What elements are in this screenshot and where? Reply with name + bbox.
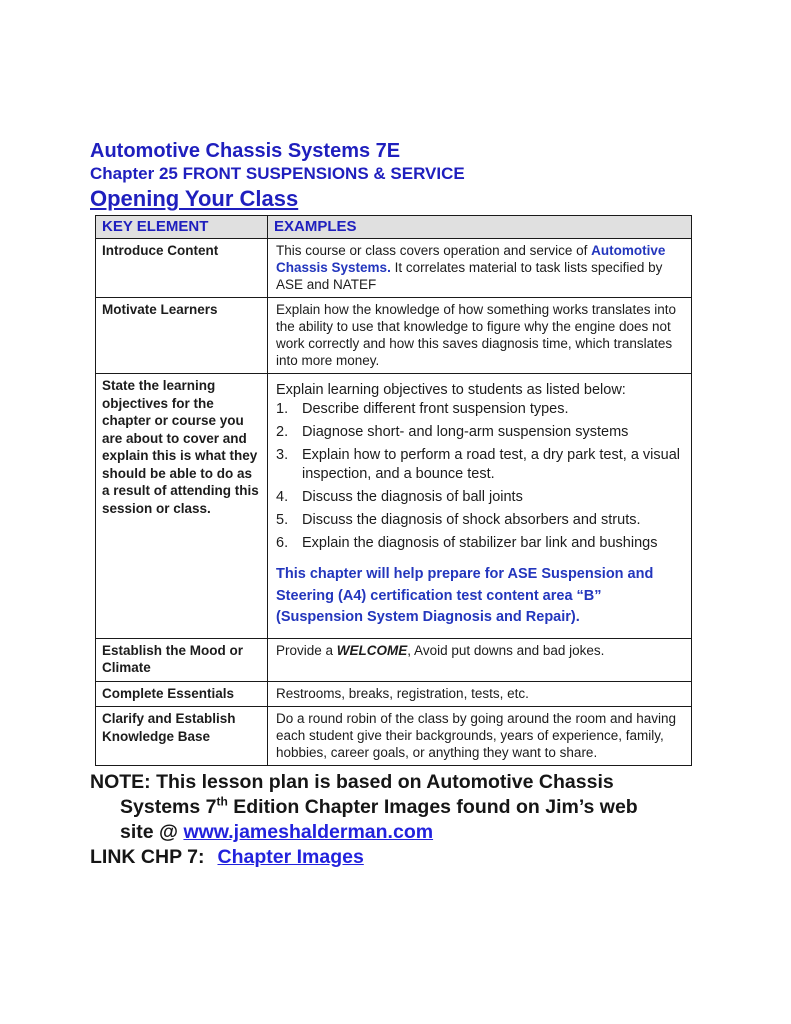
key-element-cell: State the learning objectives for the chapter or course you are about to cover and explain this is what they should be able to do as a result of attending this session or class. <box>96 374 268 639</box>
objective-number: 5. <box>276 512 289 528</box>
table-row <box>96 239 692 298</box>
objective-number: 3. <box>276 447 289 463</box>
text-segment: Explain the diagnosis of stabilizer bar link and bushings <box>302 535 658 551</box>
paragraph <box>276 685 683 702</box>
lesson-plan-page <box>90 140 702 870</box>
note-line <box>90 845 702 870</box>
table-row <box>96 374 692 639</box>
column-header-key-element: KEY ELEMENT <box>96 216 268 239</box>
objective-item <box>276 534 683 553</box>
key-element-cell: Clarify and Establish Knowledge Base <box>96 707 268 766</box>
note-line <box>90 770 702 795</box>
text-segment: This course or class covers operation and service of <box>276 243 592 258</box>
footer-note <box>90 770 702 870</box>
paragraph <box>276 710 683 761</box>
objective-item <box>276 423 683 442</box>
chapter-images-link[interactable]: Chapter Images <box>217 846 364 868</box>
document-title: Automotive Chassis Systems 7E <box>90 140 401 162</box>
paragraph <box>276 642 683 659</box>
table-row <box>96 298 692 374</box>
objective-item <box>276 511 683 530</box>
text-segment: Explain how the knowledge of how something works translates into the ability to use that knowledge to figure why the engine does not work correctly and how this saves diagnosis time, which translates into more money. <box>276 302 676 368</box>
text-segment: Restrooms, breaks, registration, tests, etc. <box>276 685 529 701</box>
key-element-cell: Complete Essentials <box>96 681 268 707</box>
table-header-row <box>96 216 692 239</box>
text-segment: Diagnose short- and long-arm suspension systems <box>302 424 629 440</box>
objective-item <box>276 488 683 507</box>
key-element-cell: Establish the Mood or Climate <box>96 638 268 681</box>
text-segment: This chapter will help prepare for ASE Suspension and Steering (A4) certification test content area “B” (Suspension System Diagnosis and Repair). <box>276 566 654 625</box>
table-row <box>96 681 692 707</box>
paragraph <box>276 242 683 293</box>
text-segment: NOTE: This lesson plan is based on Automotive Chassis <box>90 771 614 793</box>
examples-cell <box>268 239 692 298</box>
paragraph <box>276 301 683 369</box>
objective-number: 1. <box>276 401 289 417</box>
objective-number: 2. <box>276 424 289 440</box>
examples-cell <box>268 638 692 681</box>
table-row <box>96 638 692 681</box>
note-line <box>90 795 702 820</box>
text-segment: Discuss the diagnosis of ball joints <box>302 489 523 505</box>
text-segment: Explain learning objectives to students as listed below: <box>276 382 626 398</box>
text-segment: Discuss the diagnosis of shock absorbers and struts. <box>302 512 641 528</box>
objective-number: 6. <box>276 535 289 551</box>
paragraph <box>276 381 683 400</box>
text-segment: Automotive Chassis Systems. <box>276 243 666 275</box>
examples-cell <box>268 707 692 766</box>
key-element-cell: Introduce Content <box>96 239 268 298</box>
superscript: th <box>216 794 228 809</box>
text-segment: Do a round robin of the class by going around the room and having each student give their backgrounds, years of experience, family, hobbies, career goals, or anything they want to share. <box>276 711 677 760</box>
text-segment: Edition Chapter Images found on Jim’s web <box>227 796 638 818</box>
chapter-subtitle: Chapter 25 FRONT SUSPENSIONS & SERVICE <box>90 164 465 183</box>
lesson-plan-table <box>95 215 692 766</box>
examples-cell <box>268 681 692 707</box>
website-link[interactable]: www.jameshalderman.com <box>183 821 434 843</box>
text-segment: site @ <box>120 821 184 843</box>
key-element-cell: Motivate Learners <box>96 298 268 374</box>
examples-cell <box>268 298 692 374</box>
objective-item <box>276 446 683 484</box>
text-segment: Systems 7 <box>120 796 217 818</box>
text-segment: Provide a <box>276 642 337 658</box>
objective-number: 4. <box>276 489 289 505</box>
objective-item <box>276 400 683 419</box>
examples-cell <box>268 374 692 639</box>
text-segment: It correlates material to task lists specified by ASE and NATEF <box>276 260 663 292</box>
text-segment: , Avoid put downs and bad jokes. <box>407 642 605 658</box>
note-line <box>90 820 702 845</box>
text-segment: Describe different front suspension types. <box>302 401 569 417</box>
paragraph <box>276 564 683 629</box>
text-segment: Explain how to perform a road test, a dry park test, a visual inspection, and a bounce test. <box>302 447 680 482</box>
section-heading: Opening Your Class <box>90 186 299 211</box>
text-segment: WELCOME <box>336 642 408 658</box>
text-segment: LINK CHP 7: <box>90 846 205 868</box>
table-row <box>96 707 692 766</box>
column-header-examples: EXAMPLES <box>268 216 692 239</box>
